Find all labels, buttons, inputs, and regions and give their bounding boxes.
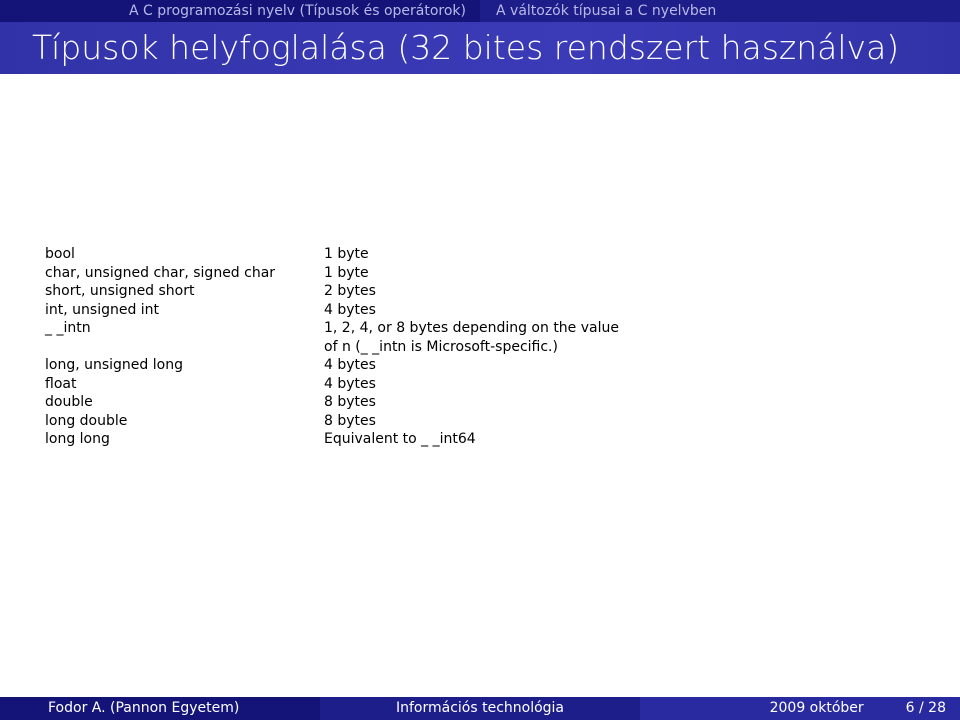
table-row (45, 393, 619, 412)
table-row (45, 375, 619, 394)
slide-title: Típusok helyfoglalása (32 bites rendszert használva) (0, 22, 960, 74)
size-cell: 1 byte (324, 264, 369, 281)
footer-meta (640, 697, 960, 720)
table-row (45, 356, 619, 375)
type-cell: long, unsigned long (45, 357, 183, 373)
nav-section-current[interactable]: A C programozási nyelv (Típusok és operátorok) (0, 0, 480, 22)
type-cell: float (45, 375, 77, 392)
type-cell: long double (45, 412, 128, 429)
table-row (45, 301, 619, 320)
type-cell: char, unsigned char, signed char (45, 264, 276, 281)
size-cell: 2 bytes (324, 283, 376, 299)
size-cell: 4 bytes (324, 375, 376, 392)
size-cell: 1, 2, 4, or 8 bytes depending on the value (324, 320, 619, 336)
size-cell: Equivalent to _ _int64 (324, 431, 476, 447)
footer-course: Információs technológia (320, 697, 640, 720)
table-row (45, 245, 619, 264)
type-cell (45, 338, 324, 357)
type-cell: _ _intn (45, 320, 91, 336)
size-cell: 4 bytes (324, 301, 376, 318)
type-cell: short, unsigned short (45, 283, 195, 299)
size-cell: 1 byte (324, 246, 369, 262)
table-row (45, 264, 619, 283)
type-cell: bool (45, 246, 75, 262)
table-row (45, 430, 619, 449)
footer-author: Fodor A. (Pannon Egyetem) (0, 697, 320, 720)
table-row (45, 338, 619, 357)
size-cell: 4 bytes (324, 357, 376, 373)
footer-bar (0, 697, 960, 720)
nav-subsection[interactable]: A változók típusai a C nyelvben (480, 0, 960, 22)
table-row (45, 412, 619, 431)
size-cell: of n (_ _intn is Microsoft-specific.) (324, 338, 558, 355)
type-cell: double (45, 394, 93, 410)
footer-date: 2009 október (769, 700, 864, 716)
type-size-table (45, 245, 619, 449)
type-cell: int, unsigned int (45, 301, 160, 318)
size-cell: 8 bytes (324, 394, 376, 410)
navigation-bar (0, 0, 960, 22)
table-row (45, 319, 619, 338)
page-number: 6 / 28 (905, 700, 946, 716)
type-cell: long long (45, 431, 110, 447)
size-cell: 8 bytes (324, 412, 376, 429)
table-row (45, 282, 619, 301)
